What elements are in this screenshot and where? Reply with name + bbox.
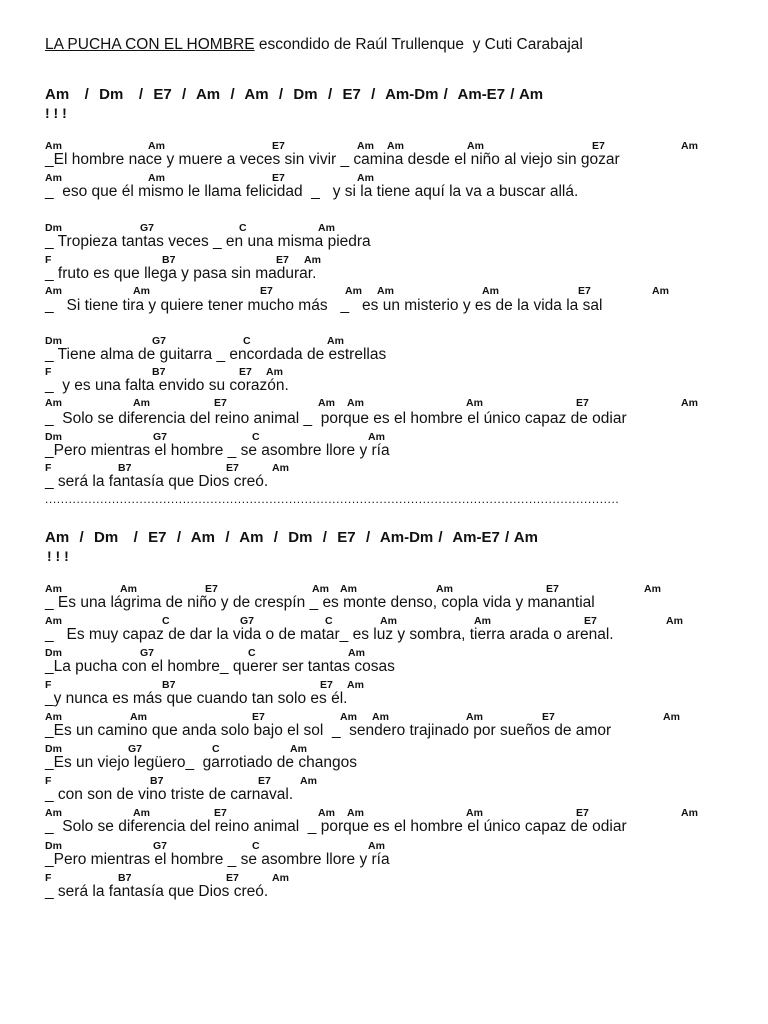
lyric-line: _ Si tiene tira y quiere tener mucho más _ es un misterio y es de la vida la sal — [45, 297, 603, 314]
chord: E7 — [584, 615, 597, 627]
chord: C — [325, 615, 333, 627]
intro-marks: ! ! ! — [45, 105, 67, 121]
chord: Am — [45, 711, 62, 723]
chord: E7 — [576, 397, 589, 409]
chord: G7 — [152, 335, 167, 347]
chord: Am — [466, 807, 483, 819]
chord: E7 — [258, 775, 271, 787]
chord: Am — [347, 679, 364, 691]
chord: F — [45, 872, 52, 884]
chord: B7 — [162, 679, 176, 691]
chord: Am — [45, 807, 62, 819]
chord: Am — [318, 222, 335, 234]
chord: C — [248, 647, 256, 659]
chord: Am — [345, 285, 362, 297]
chord: C — [252, 431, 260, 443]
chord: Dm — [45, 335, 62, 347]
chord: B7 — [118, 462, 132, 474]
chord: C — [252, 840, 260, 852]
chord: C — [243, 335, 251, 347]
chord: Am — [304, 254, 321, 266]
chord: E7 — [252, 711, 265, 723]
chord: Am — [45, 172, 62, 184]
lyric-line: _Es un viejo legüero_ garrotiado de changos — [45, 754, 357, 771]
chord: F — [45, 679, 52, 691]
chord: Am — [467, 140, 484, 152]
chord: B7 — [152, 366, 166, 378]
lyric-line: _ eso que él mismo le llama felicidad _ y si la tiene aquí la va a buscar allá. — [45, 183, 579, 200]
chord: Am — [377, 285, 394, 297]
chord: Am — [45, 397, 62, 409]
chord: Am — [45, 615, 62, 627]
chord: Am — [300, 775, 317, 787]
chord: Am — [372, 711, 389, 723]
chord: Am — [652, 285, 669, 297]
lyric-line: _Pero mientras el hombre _ se asombre llore y ría — [45, 442, 390, 459]
chord: E7 — [546, 583, 559, 595]
chord: Am — [148, 140, 165, 152]
lyric-line: _Pero mientras el hombre _ se asombre llore y ría — [45, 851, 390, 868]
lyric-line: _El hombre nace y muere a veces sin vivir _ camina desde el niño al viejo sin gozar — [45, 151, 620, 168]
chord: Am — [666, 615, 683, 627]
chord: E7 — [205, 583, 218, 595]
chord: Am — [482, 285, 499, 297]
chord: Am — [272, 462, 289, 474]
lyric-line: _ y es una falta envido su corazón. — [45, 377, 289, 394]
intro-marks: ! ! ! — [47, 548, 69, 564]
chord: Am — [368, 840, 385, 852]
chord: E7 — [239, 366, 252, 378]
lyric-line: _ Solo se diferencia del reino animal _ porque es el hombre el único capaz de odiar — [45, 410, 627, 427]
chord: C — [162, 615, 170, 627]
chord: G7 — [140, 222, 155, 234]
chord: E7 — [226, 872, 239, 884]
chord: Dm — [45, 431, 62, 443]
chord: B7 — [162, 254, 176, 266]
chord: Am — [681, 397, 698, 409]
chord: Dm — [45, 840, 62, 852]
chord: F — [45, 775, 52, 787]
intro-progression: Am / Dm / E7 / Am / Am / Dm / E7 / Am-Dm / Am-E7 / Am — [45, 86, 544, 103]
chord: F — [45, 254, 52, 266]
chord: G7 — [153, 431, 168, 443]
chord: Am — [120, 583, 137, 595]
lyric-line: _ fruto es que llega y pasa sin madurar. — [45, 265, 317, 282]
chord: Am — [318, 807, 335, 819]
lyric-line: _ con son de vino triste de carnaval. — [45, 786, 294, 803]
chord: Am — [130, 711, 147, 723]
chord: Am — [45, 140, 62, 152]
chord: Am — [272, 872, 289, 884]
chord: E7 — [576, 807, 589, 819]
chord: Am — [348, 647, 365, 659]
lyric-line: _ Tiene alma de guitarra _ encordada de estrellas — [45, 346, 387, 363]
chord: G7 — [140, 647, 155, 659]
chord: E7 — [320, 679, 333, 691]
chord: Am — [357, 140, 374, 152]
chord: Am — [663, 711, 680, 723]
chord: E7 — [578, 285, 591, 297]
lyric-line: _ Tropieza tantas veces _ en una misma piedra — [45, 233, 371, 250]
lyric-line: _y nunca es más que cuando tan solo es él. — [45, 690, 348, 707]
chord: G7 — [153, 840, 168, 852]
chord: Am — [327, 335, 344, 347]
chord: G7 — [240, 615, 255, 627]
chord: E7 — [542, 711, 555, 723]
chord: Am — [133, 285, 150, 297]
chord: E7 — [214, 807, 227, 819]
chord: Am — [368, 431, 385, 443]
chord: Am — [148, 172, 165, 184]
chord: Am — [347, 807, 364, 819]
chord: Dm — [45, 647, 62, 659]
chord: Am — [436, 583, 453, 595]
chord: F — [45, 366, 52, 378]
chord: Am — [644, 583, 661, 595]
song-title-main: LA PUCHA CON EL HOMBRE — [45, 36, 255, 53]
chord: Am — [133, 397, 150, 409]
chord: E7 — [272, 172, 285, 184]
chord: Am — [466, 397, 483, 409]
chord: G7 — [128, 743, 143, 755]
chord: E7 — [214, 397, 227, 409]
section-separator: .................................................................................................................................................. — [45, 492, 620, 506]
chord: B7 — [150, 775, 164, 787]
chord: Am — [133, 807, 150, 819]
intro-progression: Am / Dm / E7 / Am / Am / Dm / E7 / Am-Dm / Am-E7 / Am — [45, 529, 538, 546]
lyric-line: _ Es una lágrima de niño y de crespín _ es monte denso, copla vida y manantial — [45, 594, 595, 611]
chord: C — [212, 743, 220, 755]
chord: Dm — [45, 743, 62, 755]
chord: Am — [681, 807, 698, 819]
chord: E7 — [276, 254, 289, 266]
chord: Am — [380, 615, 397, 627]
lyric-line: _ Es muy capaz de dar la vida o de matar_ es luz y sombra, tierra arada o arenal. — [45, 626, 614, 643]
song-title — [45, 36, 583, 54]
chord: E7 — [592, 140, 605, 152]
lyric-line: _ será la fantasía que Dios creó. — [45, 473, 269, 490]
chord: F — [45, 462, 52, 474]
song-title-credits: escondido de Raúl Trullenque y Cuti Carabajal — [254, 36, 583, 53]
chord: Am — [387, 140, 404, 152]
chord: Am — [357, 172, 374, 184]
chord: Am — [340, 711, 357, 723]
chord: C — [239, 222, 247, 234]
chord: Am — [347, 397, 364, 409]
lyric-line: _La pucha con el hombre_ querer ser tantas cosas — [45, 658, 395, 675]
chord: Am — [45, 285, 62, 297]
chord: E7 — [260, 285, 273, 297]
lyric-line: _Es un camino que anda solo bajo el sol _ sendero trajinado por sueños de amor — [45, 722, 612, 739]
lyric-line: _ será la fantasía que Dios creó. — [45, 883, 269, 900]
chord: Dm — [45, 222, 62, 234]
chord: Am — [266, 366, 283, 378]
chord: Am — [681, 140, 698, 152]
chord: E7 — [272, 140, 285, 152]
lyric-line: _ Solo se diferencia del reino animal _ porque es el hombre el único capaz de odiar — [45, 818, 627, 835]
chord: Am — [45, 583, 62, 595]
chord: Am — [312, 583, 329, 595]
chord: Am — [474, 615, 491, 627]
chord: Am — [290, 743, 307, 755]
chord: B7 — [118, 872, 132, 884]
chord: Am — [318, 397, 335, 409]
chord: Am — [340, 583, 357, 595]
chord: Am — [466, 711, 483, 723]
chord: E7 — [226, 462, 239, 474]
